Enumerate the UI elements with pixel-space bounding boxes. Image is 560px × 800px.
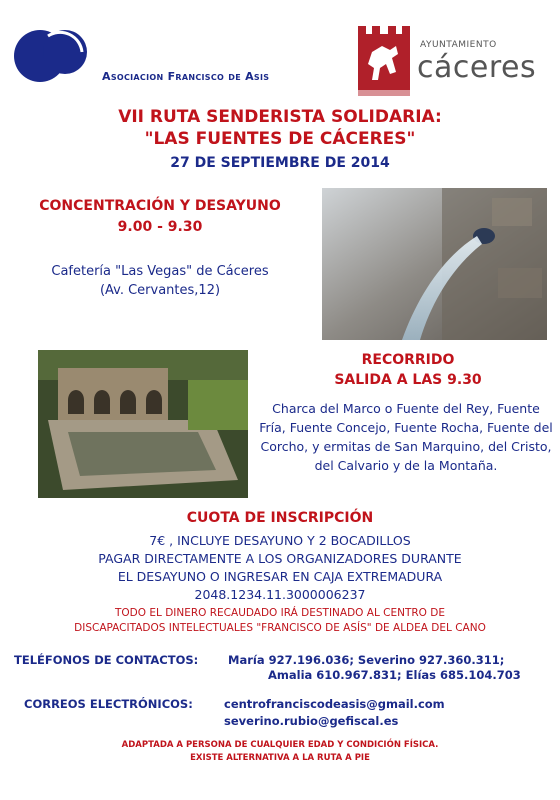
fee-payment-line1: PAGAR DIRECTAMENTE A LOS ORGANIZADORES DURANTE: [98, 551, 462, 566]
phones-line2: Amalia 610.967.831; Elías 685.104.703: [268, 668, 521, 682]
bank-account: 2048.1234.11.3000006237: [194, 587, 366, 602]
ayuntamiento-label: AYUNTAMIENTO: [420, 40, 497, 50]
email-centro[interactable]: centrofranciscodeasis@gmail.com: [224, 697, 445, 711]
event-title-line2: "LAS FUENTES DE CÁCERES": [144, 129, 416, 149]
footer-line2: EXISTE ALTERNATIVA A LA RUTA A PIE: [190, 753, 370, 763]
fee-heading: CUOTA DE INSCRIPCIÓN: [186, 510, 374, 526]
donation-note: [0, 606, 560, 636]
fee-amount: 7€ , INCLUYE DESAYUNO Y 2 BOCADILLOS: [149, 533, 411, 548]
association-name: Asociacion Francisco de Asis: [102, 70, 270, 83]
event-title-line1: VII RUTA SENDERISTA SOLIDARIA:: [118, 107, 442, 127]
fountain-photo: [322, 188, 547, 340]
concentration-heading: CONCENTRACIÓN Y DESAYUNO: [39, 198, 281, 214]
association-logo: [10, 22, 92, 82]
fountain-pool-photo: [38, 350, 248, 498]
donation-note-line2: DISCAPACITADOS INTELECTUALES "FRANCISCO DE ASÍS" DE ALDEA DEL CANO: [74, 622, 486, 634]
caceres-coat-of-arms-icon: [358, 24, 410, 96]
phones-line1: María 927.196.036; Severino 927.360.311;: [228, 653, 505, 667]
emails-label: CORREOS ELECTRÓNICOS:: [24, 697, 193, 711]
route-description: Charca del Marco o Fuente del Rey, Fuente Fría, Fuente Concejo, Fuente Rocha, Fuente del Corcho, y ermitas de San Marquino, del Cristo, del Calvario y de la Montaña.: [259, 401, 553, 473]
meeting-address: (Av. Cervantes,12): [99, 283, 221, 298]
concentration-time: 9.00 - 9.30: [117, 219, 203, 235]
meeting-place: Cafetería "Las Vegas" de Cáceres: [51, 264, 269, 279]
footer-note: [0, 739, 560, 765]
fee-payment-line2: EL DESAYUNO O INGRESAR EN CAJA EXTREMADURA: [117, 569, 443, 584]
email-severino[interactable]: severino.rubio@gefiscal.es: [224, 714, 399, 728]
donation-note-line1: TODO EL DINERO RECAUDADO IRÁ DESTINADO AL CENTRO DE: [115, 607, 445, 619]
event-date: 27 DE SEPTIEMBRE DE 2014: [170, 155, 390, 171]
footer-line1: ADAPTADA A PERSONA DE CUALQUIER EDAD Y CONDICIÓN FÍSICA.: [121, 740, 439, 750]
route-start-time: SALIDA A LAS 9.30: [334, 372, 482, 388]
caceres-wordmark: cáceres: [417, 50, 537, 85]
phones-label: TELÉFONOS DE CONTACTOS:: [14, 653, 199, 667]
route-heading: RECORRIDO: [361, 352, 455, 368]
